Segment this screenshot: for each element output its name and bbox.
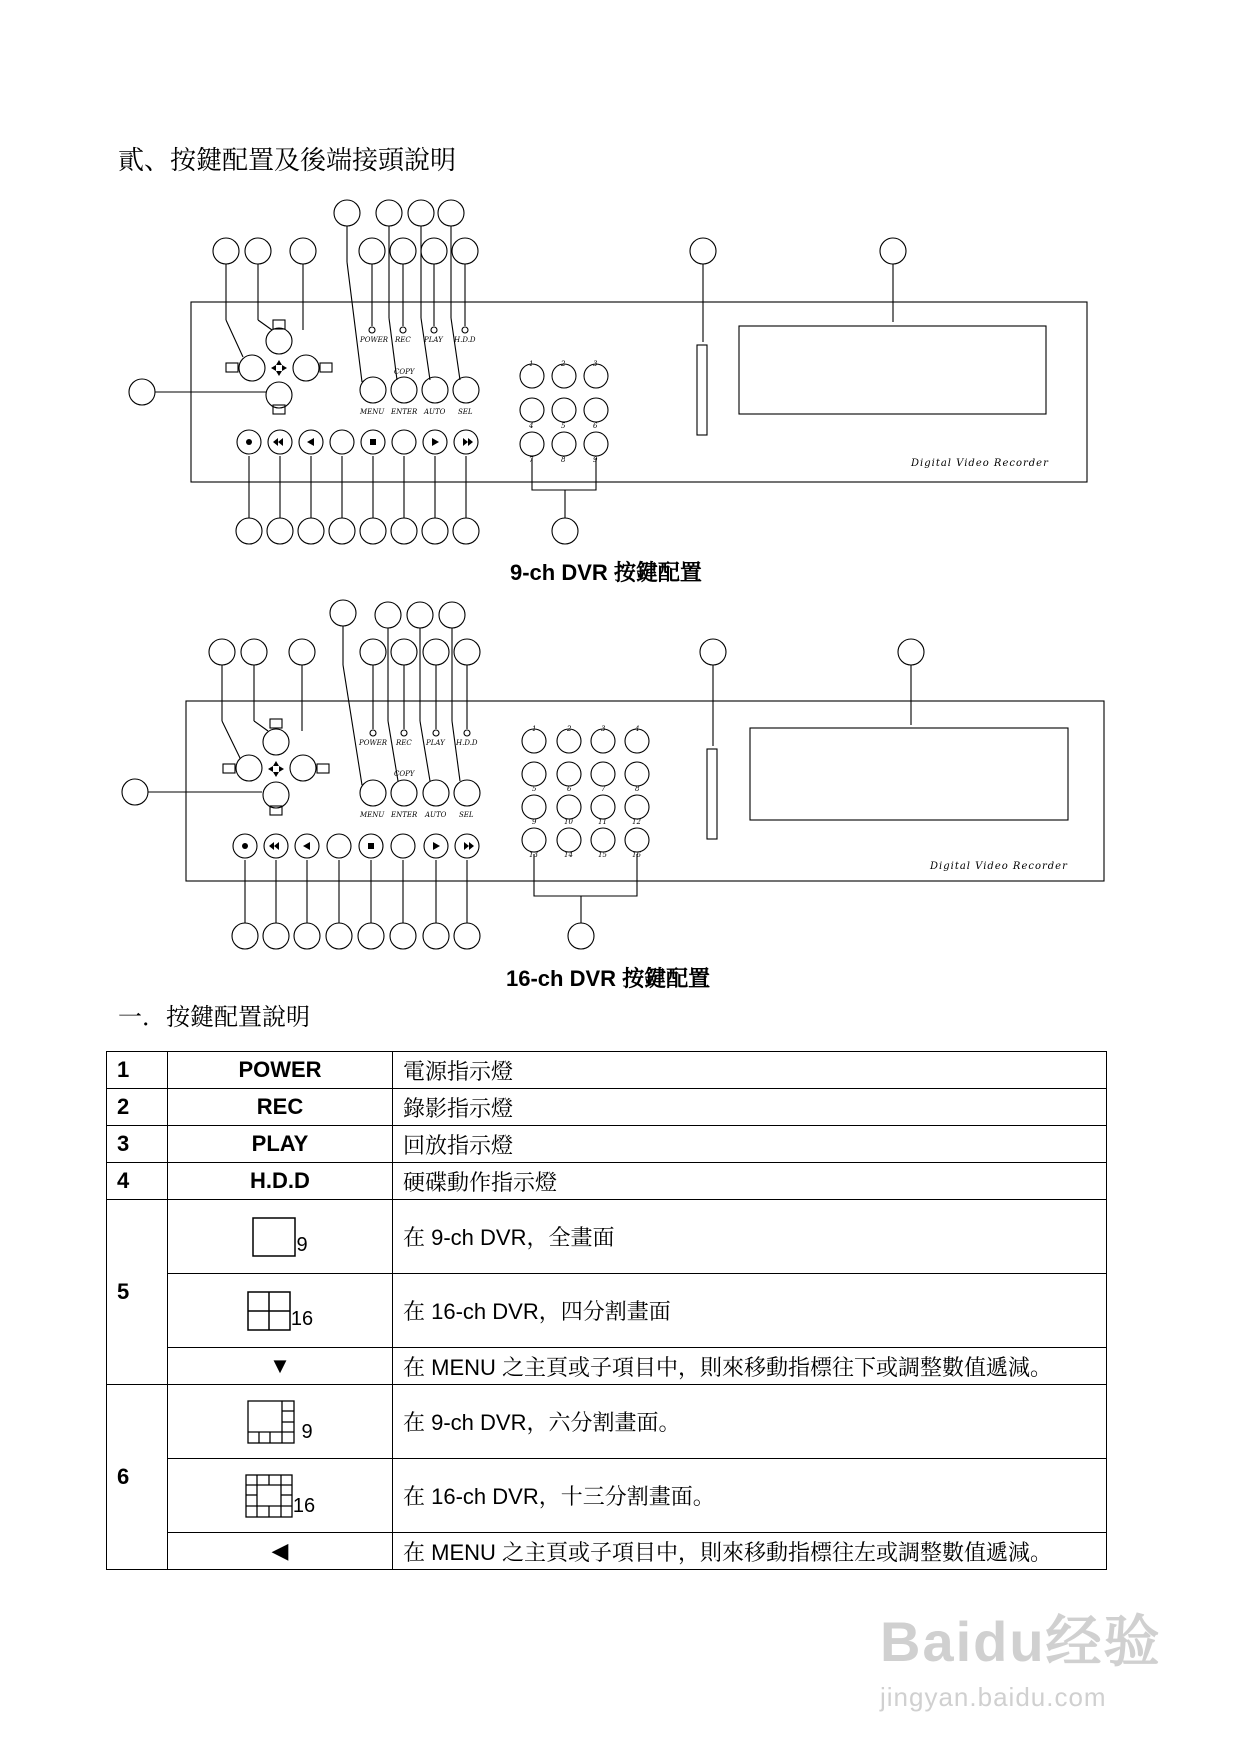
keypad-num: 14 (564, 851, 573, 859)
keypad-num: 7 (601, 785, 606, 793)
keypad-num: 11 (598, 818, 607, 826)
table-row (107, 1200, 1107, 1274)
label-power: POWER (360, 336, 389, 344)
keypad-num: 7 (529, 456, 534, 464)
icon-label: 16 (290, 1307, 314, 1330)
key-name: POWER (168, 1052, 393, 1089)
keypad-num: 8 (635, 785, 640, 793)
icon-label: 16 (292, 1494, 316, 1517)
label-hdd: H.D.D (454, 336, 476, 344)
key-name: H.D.D (168, 1163, 393, 1200)
front-panel (191, 302, 1087, 482)
label-copy: COPY (394, 368, 415, 376)
row-number: 4 (107, 1163, 168, 1200)
dvr-16ch-diagram (0, 595, 1240, 965)
row-number: 6 (107, 1385, 168, 1570)
label-menu: MENU (360, 811, 385, 819)
section-heading: 貳、按鍵配置及後端接頭說明 (118, 145, 457, 175)
diagram1-caption: 9-ch DVR 按鍵配置 (510, 560, 702, 585)
label-auto: AUTO (424, 408, 446, 416)
keypad-num: 1 (532, 725, 537, 733)
thirteen-split-icon (245, 1474, 293, 1518)
keypad-num: 15 (598, 851, 607, 859)
table-row (107, 1052, 1107, 1089)
label-menu: MENU (360, 408, 385, 416)
label-hdd: H.D.D (456, 739, 478, 747)
keypad-num: 1 (529, 360, 534, 368)
six-split-icon (247, 1400, 295, 1444)
table-row (107, 1274, 1107, 1348)
key-description: 在 MENU 之主頁或子項目中，則來移動指標往左或調整數值遞減。 (393, 1533, 1107, 1570)
key-description: 電源指示燈 (393, 1052, 1107, 1089)
quad-split-icon (247, 1291, 291, 1331)
keypad-num: 3 (601, 725, 606, 733)
keypad-num: 2 (567, 725, 572, 733)
table-row (107, 1385, 1107, 1459)
fullscreen-icon (252, 1217, 296, 1257)
label-sel: SEL (458, 408, 473, 416)
keypad-num: 6 (567, 785, 572, 793)
key-description: 硬碟動作指示燈 (393, 1163, 1107, 1200)
table-row (107, 1089, 1107, 1126)
row-number: 1 (107, 1052, 168, 1089)
key-description: 在 9-ch DVR，六分割畫面。 (393, 1385, 1107, 1459)
key-description: 在 9-ch DVR，全畫面 (393, 1200, 1107, 1274)
keypad-num: 4 (529, 422, 534, 430)
key-icon-cell (168, 1459, 393, 1533)
keypad-num: 5 (532, 785, 537, 793)
label-play: PLAY (426, 739, 445, 747)
subsection-heading: 一．按鍵配置說明 (118, 1004, 310, 1031)
label-sel: SEL (459, 811, 474, 819)
keypad-num: 13 (529, 851, 538, 859)
label-rec: REC (395, 336, 411, 344)
keypad-num: 2 (561, 360, 566, 368)
label-enter: ENTER (391, 408, 418, 416)
row-number: 5 (107, 1200, 168, 1385)
diagram2-caption: 16-ch DVR 按鍵配置 (506, 966, 711, 991)
key-icon-cell (168, 1200, 393, 1274)
table-row (107, 1163, 1107, 1200)
keypad-num: 9 (593, 456, 598, 464)
key-name: PLAY (168, 1126, 393, 1163)
keypad-num: 16 (632, 851, 641, 859)
label-rec: REC (396, 739, 412, 747)
table-row (107, 1459, 1107, 1533)
label-auto: AUTO (425, 811, 447, 819)
key-name: REC (168, 1089, 393, 1126)
table-row (107, 1533, 1107, 1570)
table-row (107, 1126, 1107, 1163)
key-icon-cell (168, 1385, 393, 1459)
row-number: 3 (107, 1126, 168, 1163)
brand-label: Digital Video Recorder (911, 458, 1049, 469)
down-arrow-icon: ▼ (168, 1348, 393, 1385)
key-description-table (106, 1051, 1107, 1570)
key-description: 錄影指示燈 (393, 1089, 1107, 1126)
keypad-num: 4 (635, 725, 640, 733)
label-enter: ENTER (391, 811, 418, 819)
watermark (880, 1598, 1162, 1713)
keypad-num: 9 (532, 818, 537, 826)
key-description: 在 MENU 之主頁或子項目中，則來移動指標往下或調整數值遞減。 (393, 1348, 1107, 1385)
keypad-num: 12 (632, 818, 641, 826)
keypad-num: 10 (564, 818, 573, 826)
label-copy: COPY (394, 770, 415, 778)
watermark-url: jingyan.baidu.com (880, 1682, 1107, 1712)
label-play: PLAY (424, 336, 443, 344)
icon-label: 9 (296, 1233, 308, 1256)
watermark-brand: Baidu经验 (880, 1610, 1162, 1673)
key-description: 回放指示燈 (393, 1126, 1107, 1163)
keypad-num: 5 (561, 422, 566, 430)
table-row (107, 1348, 1107, 1385)
dvr-9ch-diagram (0, 0, 1240, 560)
icon-label: 9 (301, 1420, 313, 1443)
label-power: POWER (359, 739, 388, 747)
key-description: 在 16-ch DVR，十三分割畫面。 (393, 1459, 1107, 1533)
left-arrow-icon: ◀ (168, 1533, 393, 1570)
keypad-num: 8 (561, 456, 566, 464)
keypad-num: 3 (593, 360, 598, 368)
brand-label: Digital Video Recorder (930, 861, 1068, 872)
key-description: 在 16-ch DVR，四分割畫面 (393, 1274, 1107, 1348)
key-icon-cell (168, 1274, 393, 1348)
keypad-num: 6 (593, 422, 598, 430)
row-number: 2 (107, 1089, 168, 1126)
